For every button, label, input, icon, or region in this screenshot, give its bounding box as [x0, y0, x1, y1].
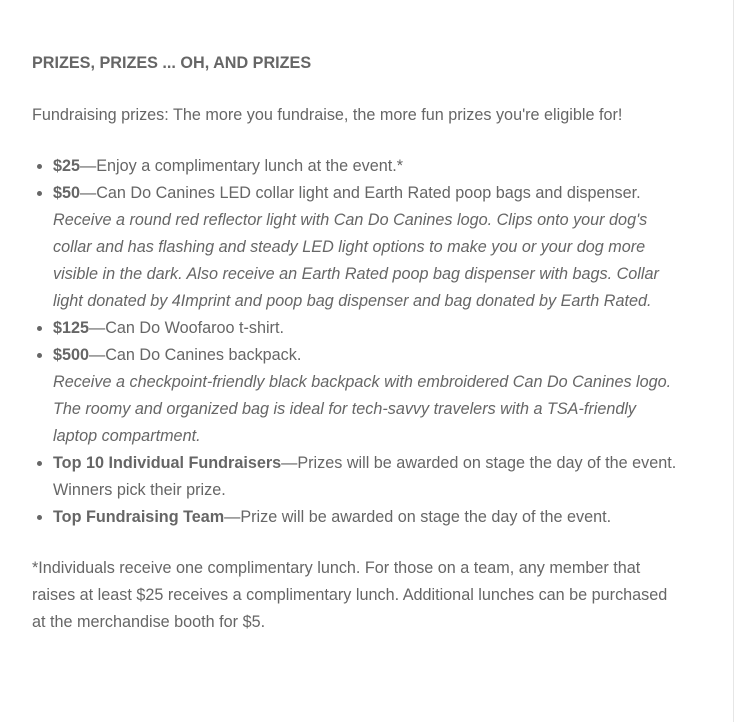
section-heading: PRIZES, PRIZES ... OH, AND PRIZES: [32, 54, 312, 72]
prize-description: —Can Do Canines backpack.: [89, 346, 302, 364]
prize-list: [32, 153, 677, 531]
prize-item-500: [53, 342, 677, 450]
prize-amount: $25: [53, 157, 81, 175]
footnote-text: *Individuals receive one complimentary lunch. For those on a team, any member that raises at least $25 receives a complimentary lunch. Additional lunches can be purchased at the merchandise booth for $5.: [32, 559, 668, 631]
prize-description: —Prizes will be awarded on stage the day of the event. Winners pick their prize.: [53, 454, 677, 499]
prize-amount: Top 10 Individual Fundraisers: [53, 454, 282, 472]
prize-description: —Enjoy a complimentary lunch at the event.*: [80, 157, 404, 175]
prizes-section: [32, 51, 677, 636]
prize-item-50: [53, 180, 677, 315]
prize-item-25: [53, 153, 677, 180]
prize-amount: $125: [53, 319, 90, 337]
prize-item-125: [53, 315, 677, 342]
prize-item-top-team: [53, 504, 677, 531]
prize-amount: Top Fundraising Team: [53, 508, 225, 526]
prize-description: —Can Do Woofaroo t-shirt.: [89, 319, 284, 337]
prize-description: —Prize will be awarded on stage the day of the event.: [224, 508, 612, 526]
prize-description: —Can Do Canines LED collar light and Earth Rated poop bags and dispenser.: [80, 184, 641, 202]
prize-amount: $50: [53, 184, 81, 202]
prize-detail: Receive a round red reflector light with Can Do Canines logo. Clips onto your dog's collar and has flashing and steady LED light options to make you or your dog more visible in the dark. Also receive an Earth Rated poop bag dispenser with bags. Collar light donated by 4Imprint and poop bag dispenser and bag donated by Earth Rated.: [53, 211, 659, 310]
prize-item-top-individual: [53, 450, 677, 504]
intro-text: Fundraising prizes: The more you fundraise, the more fun prizes you're eligible for!: [32, 106, 623, 124]
prize-amount: $500: [53, 346, 90, 364]
page-right-border: [733, 0, 734, 722]
prize-detail: Receive a checkpoint-friendly black backpack with embroidered Can Do Canines logo. The roomy and organized bag is ideal for tech-savvy travelers with a TSA-friendly laptop compartment.: [53, 373, 672, 445]
